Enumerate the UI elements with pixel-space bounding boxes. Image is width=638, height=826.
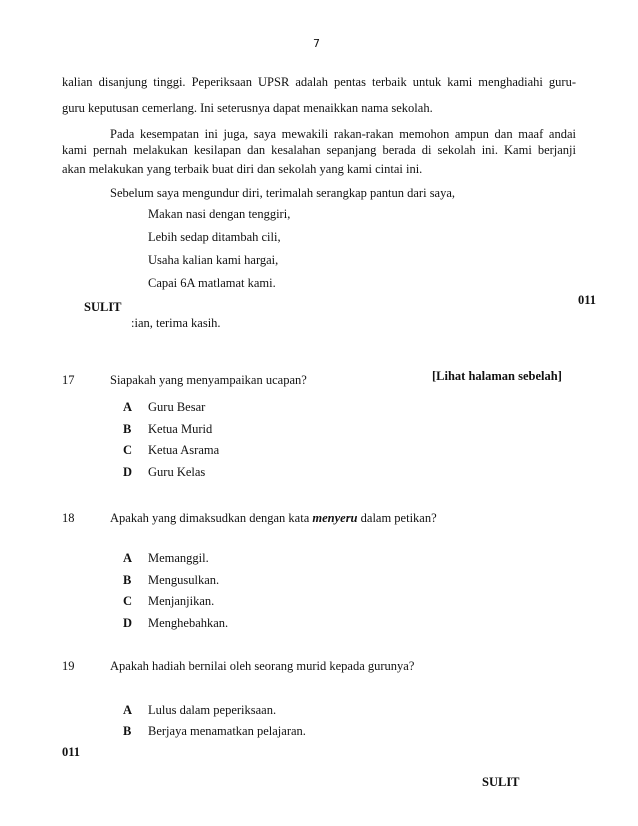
question-19-number: 19 bbox=[62, 659, 75, 673]
option-text: Lulus dalam peperiksaan. bbox=[148, 703, 277, 717]
question-19-text: Apakah hadiah bernilai oleh seorang murid kepada gurunya? bbox=[110, 659, 415, 673]
closing-fragment: :ian, terima kasih. bbox=[131, 316, 221, 330]
sulit-label-bottom: SULIT bbox=[482, 775, 520, 789]
option-letter: D bbox=[123, 465, 133, 479]
exam-code-top-right: 011 bbox=[578, 293, 597, 307]
question-17-text: Siapakah yang menyampaikan ucapan? bbox=[110, 373, 307, 387]
question-17-number: 17 bbox=[62, 373, 75, 387]
option-text: Menjanjikan. bbox=[148, 594, 215, 608]
option-letter: C bbox=[123, 443, 133, 457]
pantun-line-2: Lebih sedap ditambah cili, bbox=[148, 230, 281, 244]
page-number: 7 bbox=[313, 37, 320, 50]
sulit-label-top: SULIT bbox=[84, 300, 122, 314]
paragraph-1-line-2: guru keputusan cemerlang. Ini seterusnya dapat menaikkan nama sekolah. bbox=[62, 101, 433, 115]
paragraph-1-line-1: kalian disanjung tinggi. Peperiksaan UPSR adalah pentas terbaik untuk kami menghadiahi guru- bbox=[62, 75, 576, 89]
option-text: Ketua Murid bbox=[148, 422, 213, 436]
option-letter: C bbox=[123, 594, 133, 608]
option-letter: A bbox=[123, 551, 133, 565]
paragraph-2-line-3: akan melakukan yang terbaik buat diri dan sekolah yang kami cintai ini. bbox=[62, 162, 423, 176]
option-text: Menghebahkan. bbox=[148, 616, 229, 630]
question-18-emphasis: menyeru bbox=[312, 511, 358, 525]
exam-code-bottom-left: 011 bbox=[62, 745, 81, 759]
lihat-halaman-label: [Lihat halaman sebelah] bbox=[432, 369, 562, 383]
option-letter: B bbox=[123, 422, 132, 436]
option-letter: B bbox=[123, 573, 132, 587]
option-letter: A bbox=[123, 703, 133, 717]
option-text: Ketua Asrama bbox=[148, 443, 220, 457]
option-text: Guru Kelas bbox=[148, 465, 206, 479]
option-letter: A bbox=[123, 400, 133, 414]
option-text: Berjaya menamatkan pelajaran. bbox=[148, 724, 306, 738]
option-letter: B bbox=[123, 724, 132, 738]
pantun-line-4: Capai 6A matlamat kami. bbox=[148, 276, 276, 290]
pantun-line-3: Usaha kalian kami hargai, bbox=[148, 253, 279, 267]
paragraph-2-line-1: Pada kesempatan ini juga, saya mewakili rakan-rakan memohon ampun dan maaf andai bbox=[110, 127, 576, 141]
paragraph-2-line-2: kami pernah melakukan kesilapan dan kesalahan sepanjang berada di sekolah ini. Kami berjanji bbox=[62, 143, 576, 157]
question-18-number: 18 bbox=[62, 511, 75, 525]
option-text: Mengusulkan. bbox=[148, 573, 220, 587]
paragraph-3-line-1: Sebelum saya mengundur diri, terimalah serangkap pantun dari saya, bbox=[110, 186, 456, 200]
question-18-text: Apakah yang dimaksudkan dengan kata menyeru dalam petikan? bbox=[110, 511, 437, 525]
option-text: Guru Besar bbox=[148, 400, 206, 414]
option-text: Memanggil. bbox=[148, 551, 209, 565]
option-letter: D bbox=[123, 616, 133, 630]
pantun-line-1: Makan nasi dengan tenggiri, bbox=[148, 207, 291, 221]
